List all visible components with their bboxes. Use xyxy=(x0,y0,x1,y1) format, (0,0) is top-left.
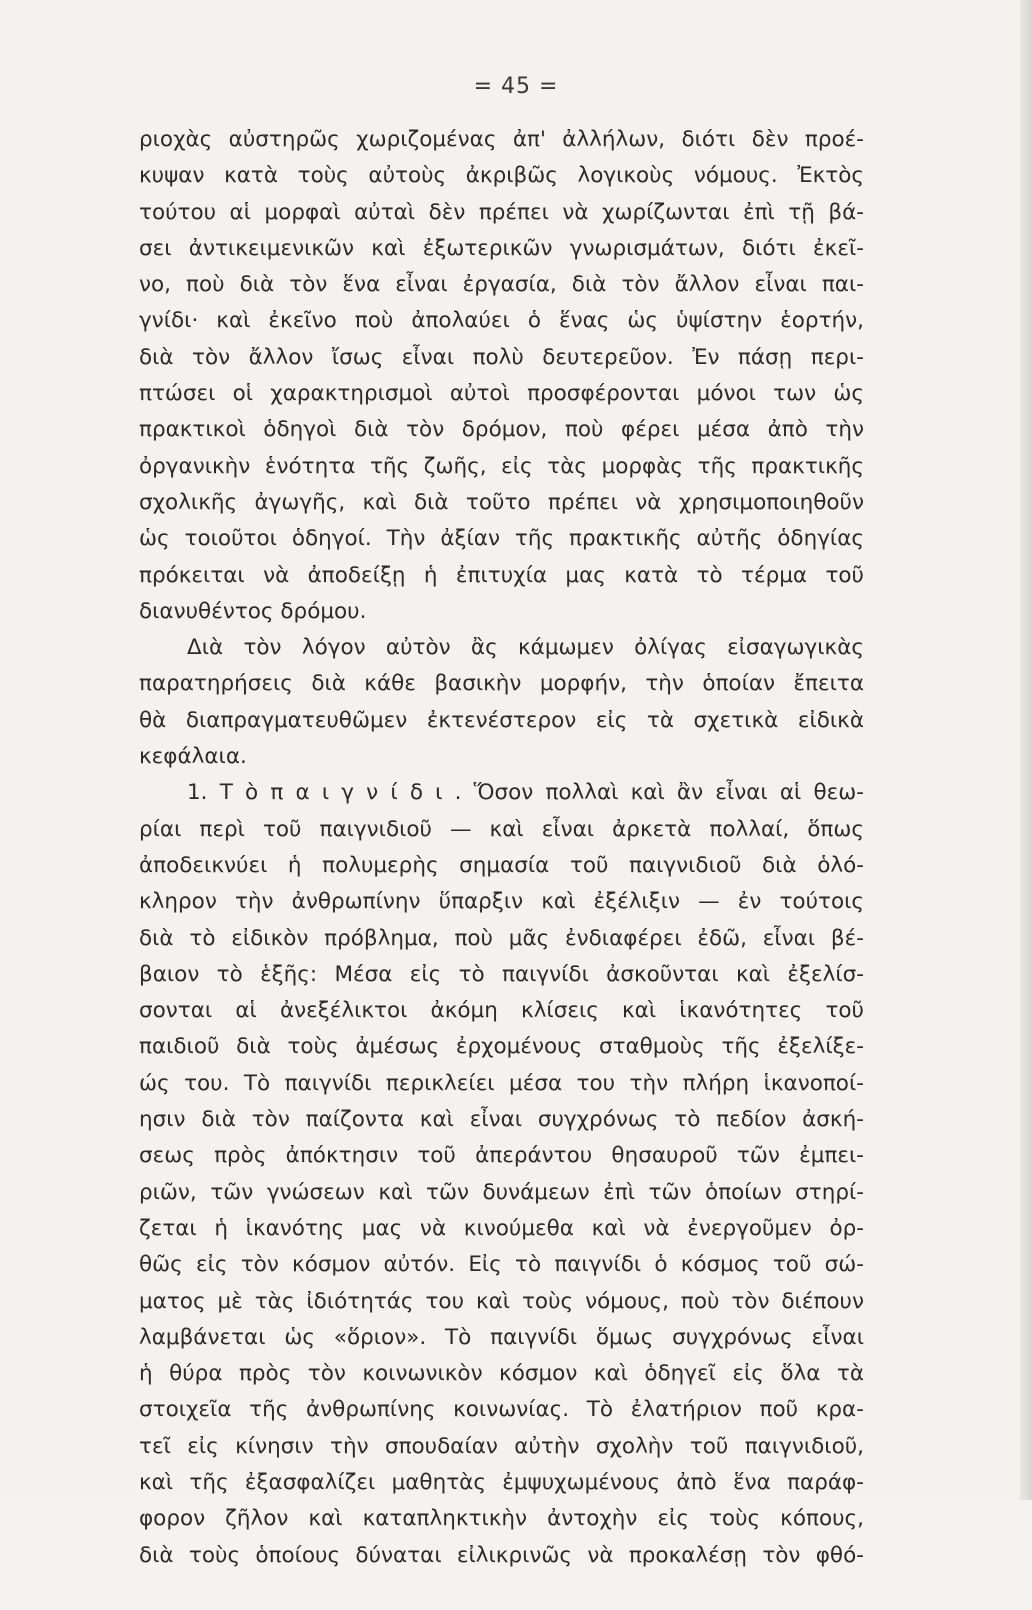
text-line: διὰ τὸ εἰδικὸν πρόβλημα, ποὺ μᾶς ἐνδιαφέρει ἐδῶ, εἶναι βέ- xyxy=(139,925,864,951)
text-line: σει ἀντικειμενικῶν καὶ ἐξωτερικῶν γνωρισμάτων, διότι ἐκεῖ- xyxy=(139,235,864,261)
text-line: ζεται ἡ ἱκανότης μας νὰ κινούμεθα καὶ νὰ ἐνεργοῦμεν ὀρ- xyxy=(139,1215,864,1241)
text-line: κεφάλαια. xyxy=(139,744,247,770)
text-line: πρακτικοὶ ὁδηγοὶ διὰ τὸν δρόμον, ποὺ φέρει μέσα ἀπὸ τὴν xyxy=(139,417,864,443)
text-line: Διὰ τὸν λόγον αὐτὸν ἂς κάμωμεν ὀλίγας εἰσαγωγικὰς xyxy=(187,635,864,661)
text-line: στοιχεῖα τῆς ἀνθρωπίνης κοινωνίας. Τὸ ἐλατήριον ποῦ κρα- xyxy=(139,1397,864,1423)
text-line: θῶς εἰς τὸν κόσμον αὐτόν. Εἰς τὸ παιγνίδι ὁ κόσμος τοῦ σώ- xyxy=(139,1252,864,1278)
text-line: κυψαν κατὰ τοὺς αὐτοὺς ἀκριβῶς λογικοὺς νόμους. Ἐκτὸς xyxy=(139,163,864,189)
page-edge-shadow xyxy=(1020,0,1032,1500)
text-line: πτώσει οἱ χαρακτηρισμοὶ αὐτοὶ προσφέρονται μόνοι των ὡς xyxy=(139,381,864,407)
text-line: τούτου αἱ μορφαὶ αὐταὶ δὲν πρέπει νὰ χωρίζωνται ἐπὶ τῇ βά- xyxy=(139,199,864,225)
text-line: διὰ τοὺς ὁποίους δύναται εἰλικρινῶς νὰ προκαλέσῃ τὸν φθό- xyxy=(139,1542,864,1568)
body-text xyxy=(139,122,864,1610)
text-line: παιδιοῦ διὰ τοὺς ἀμέσως ἐρχομένους σταθμοὺς τῆς ἐξελίξε- xyxy=(139,1034,864,1060)
text-line: ἀποδεικνύει ἡ πολυμερὴς σημασία τοῦ παιγνιδιοῦ διὰ ὁλό- xyxy=(139,852,864,878)
text-line: ριῶν, τῶν γνώσεων καὶ τῶν δυνάμεων ἐπὶ τῶν ὁποίων στηρί- xyxy=(139,1179,864,1205)
text-line xyxy=(139,1574,864,1610)
text-line: νο, ποὺ διὰ τὸν ἕνα εἶναι ἐργασία, διὰ τὸν ἄλλον εἶναι παι- xyxy=(139,272,864,298)
text-line: παρατηρήσεις διὰ κάθε βασικὴν μορφήν, τὴν ὁποίαν ἔπειτα xyxy=(139,671,864,697)
text-line: πρόκειται νὰ ἀποδείξῃ ἡ ἐπιτυχία μας κατὰ τὸ τέρμα τοῦ xyxy=(139,562,864,588)
text-line: ὀργανικὴν ἑνότητα τῆς ζωῆς, εἰς τὰς μορφὰς τῆς πρακτικῆς xyxy=(139,453,864,479)
text-line: ρίαι περὶ τοῦ παιγνιδιοῦ — καὶ εἶναι ἀρκετὰ πολλαί, ὅπως xyxy=(139,816,864,842)
text-line: ώς του. Τὸ παιγνίδι περικλείει μέσα του τὴν πλήρη ἱκανοποί- xyxy=(139,1070,864,1096)
text-line: σεως πρὸς ἀπόκτησιν τοῦ ἀπεράντου θησαυροῦ τῶν ἐμπει- xyxy=(139,1143,864,1169)
text-line: ὡς τοιοῦτοι ὁδηγοί. Τὴν ἀξίαν τῆς πρακτικῆς αὐτῆς ὁδηγίας xyxy=(139,526,864,552)
text-line: ησιν διὰ τὸν παίζοντα καὶ εἶναι συγχρόνως τὸ πεδίον ἀσκή- xyxy=(139,1107,864,1133)
page-number: = 45 = xyxy=(473,74,559,99)
text-line: διανυθέντος δρόμου. xyxy=(139,598,367,624)
text-line: σχολικῆς ἀγωγῆς, καὶ διὰ τοῦτο πρέπει νὰ χρησιμοποιηθοῦν xyxy=(139,489,864,515)
text-line: κληρον τὴν ἀνθρωπίνην ὕπαρξιν καὶ ἐξέλιξιν — ἐν τούτοις xyxy=(139,889,864,915)
section-heading-line: 1. Τ ὸ π α ι γ ν ί δ ι . Ὅσον πολλαὶ καὶ ἂν εἶναι αἱ θεω- xyxy=(187,780,864,806)
text-line: λαμβάνεται ὡς «ὅριον». Τὸ παιγνίδι ὅμως συγχρόνως εἶναι xyxy=(139,1324,864,1350)
text-line: γνίδι· καὶ ἐκεῖνο ποὺ ἀπολαύει ὁ ἕνας ὡς ὑψίστην ἑορτήν, xyxy=(139,308,864,334)
text-line: διὰ τὸν ἄλλον ἴσως εἶναι πολὺ δευτερεῦον. Ἐν πάσῃ περι- xyxy=(139,344,864,370)
text-line: θὰ διαπραγματευθῶμεν ἐκτενέστερον εἰς τὰ σχετικὰ εἰδικὰ xyxy=(139,707,864,733)
text-line: καὶ τῆς ἐξασφαλίζει μαθητὰς ἐμψυχωμένους ἀπὸ ἕνα παράφ- xyxy=(139,1469,864,1495)
text-line: ματος μὲ τὰς ἰδιότητάς του καὶ τοὺς νόμους, ποὺ τὸν διέπουν xyxy=(139,1288,864,1314)
text-line: βαιον τὸ ἑξῆς: Μέσα εἰς τὸ παιγνίδι ἀσκοῦνται καὶ ἐξελίσ- xyxy=(139,961,864,987)
text-line: σονται αἱ ἀνεξέλικτοι ἀκόμη κλίσεις καὶ ἱκανότητες τοῦ xyxy=(139,998,864,1024)
text-line: ριοχὰς αὐστηρῶς χωριζομένας ἀπ' ἀλλήλων, διότι δὲν προέ- xyxy=(139,127,864,152)
text-line: ἡ θύρα πρὸς τὸν κοινωνικὸν κόσμον καὶ ὁδηγεῖ εἰς ὅλα τὰ xyxy=(139,1361,864,1387)
text-line: τεῖ εἰς κίνησιν τὴν σπουδαίαν αὐτὴν σχολὴν τοῦ παιγνιδιοῦ, xyxy=(139,1433,864,1459)
text-line: φορον ζῆλον καὶ καταπληκτικὴν ἀντοχὴν εἰς τοὺς κόπους, xyxy=(139,1506,864,1532)
